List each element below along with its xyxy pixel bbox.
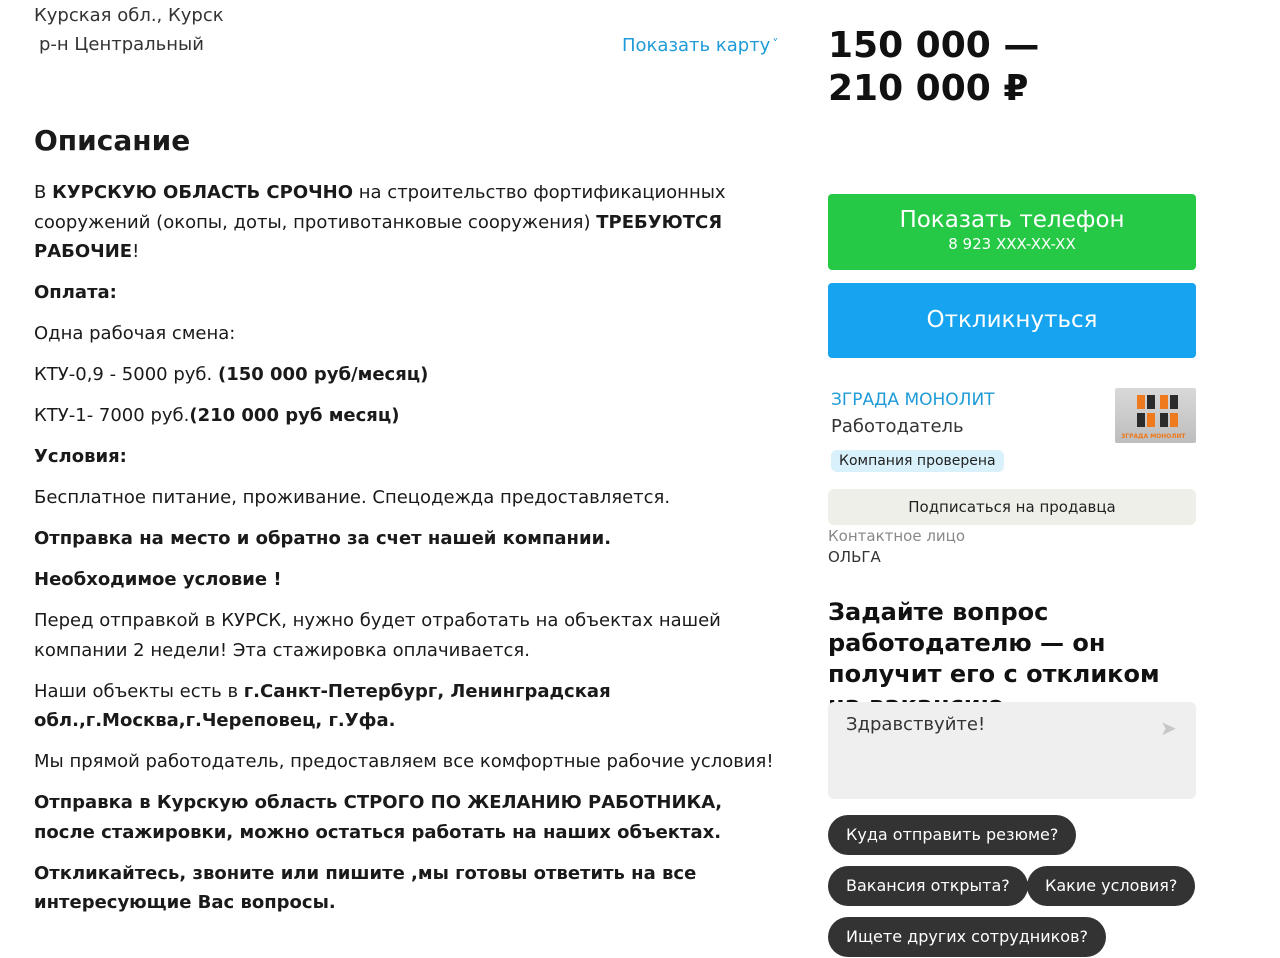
- ktu-2-salary: (210 000 руб месяц): [189, 405, 400, 426]
- intro-bold-workers: ТРЕБУЮТСЯ РАБОЧИЕ: [34, 211, 723, 262]
- shift-line: Одна рабочая смена:: [34, 323, 236, 344]
- logo-block-4: [1170, 395, 1178, 409]
- quick-question-chip-other-staff[interactable]: Ищете других сотрудников?: [828, 917, 1106, 957]
- intro-text-3: !: [132, 241, 140, 262]
- show-map-link[interactable]: [622, 35, 778, 56]
- intro-text-2: на строительство фортификационных сооружений (окопы, доты, противотанковые сооружения): [34, 182, 726, 233]
- salary-range: [828, 24, 1039, 110]
- pay-heading: [34, 278, 784, 308]
- ask-question-title: Задайте вопрос работодателю — он получит его с откликом: [828, 598, 1160, 688]
- chevron-down-icon: ˅: [772, 37, 779, 51]
- conditions-text: Бесплатное питание, проживание. Спецодежда предоставляется.: [34, 487, 671, 508]
- objects-text: Наши объекты есть в: [34, 680, 244, 702]
- ktu-line-1: [34, 360, 784, 390]
- objects-note: [34, 677, 784, 736]
- direct-employer-note: Мы прямой работодатель, предоставляем все комфортные рабочие условия!: [34, 751, 774, 772]
- travel-note-text: Отправка на место и обратно за счет нашей компании.: [34, 528, 612, 549]
- send-arrow-icon[interactable]: ➤: [1160, 716, 1177, 740]
- call-to-action-text: Откликайтесь, звоните или пишите ,мы готовы ответить на все интересующие Вас вопросы.: [34, 862, 697, 913]
- message-box: [828, 702, 1196, 799]
- kursk-note-text: Отправка в Курскую область СТРОГО ПО ЖЕЛАНИЮ РАБОТНИКА, после стажировки, можно остаться работать на наших объектах.: [34, 792, 723, 843]
- salary-max: 210 000 ₽: [828, 68, 1029, 109]
- intro-bold-region: КУРСКУЮ ОБЛАСТЬ СРОЧНО: [52, 182, 354, 203]
- company-name-link[interactable]: ЗГРАДА МОНОЛИТ: [831, 390, 995, 410]
- training-note: Перед отправкой в КУРСК, нужно будет отработать на объектах нашей компании 2 недели! Эта стажировка оплачивается.: [34, 610, 721, 661]
- description-title: Описание: [34, 124, 191, 157]
- objects-cities: г.Санкт-Петербург, Ленинградская обл.,г.Москва,г.Череповец, г.Уфа.: [34, 680, 611, 731]
- show-phone-button[interactable]: [828, 194, 1196, 270]
- quick-question-chip-open[interactable]: Вакансия открыта?: [828, 866, 1028, 906]
- company-logo[interactable]: [1115, 388, 1196, 443]
- contact-person-name: ОЛЬГА: [828, 548, 881, 566]
- employer-role: Работодатель: [831, 416, 964, 437]
- logo-block-3: [1160, 395, 1168, 409]
- call-to-action: [34, 859, 784, 918]
- conditions-heading: [34, 442, 784, 472]
- required-condition: [34, 565, 784, 595]
- show-phone-label: Показать телефон: [899, 207, 1125, 233]
- reply-button[interactable]: Откликнуться: [828, 283, 1196, 358]
- intro-paragraph: [34, 178, 784, 267]
- location-region: Курская обл., Курск: [34, 5, 224, 26]
- ktu-1-salary: (150 000 руб/месяц): [217, 364, 429, 385]
- salary-min: 150 000 —: [828, 25, 1040, 66]
- kursk-note: [34, 788, 784, 847]
- quick-question-chip-resume[interactable]: Куда отправить резюме?: [828, 815, 1076, 855]
- message-input[interactable]: [828, 702, 1196, 799]
- contact-person-label: Контактное лицо: [828, 527, 966, 545]
- logo-block-8: [1170, 413, 1178, 427]
- ktu-1-text: КТУ-0,9 - 5000 руб.: [34, 364, 218, 385]
- subscribe-button[interactable]: Подписаться на продавца: [828, 489, 1196, 525]
- location-district: р-н Центральный: [39, 34, 204, 55]
- intro-text: В: [34, 182, 53, 203]
- ktu-line-2: [34, 401, 784, 431]
- verified-badge: Компания проверена: [831, 450, 1004, 472]
- show-map-label: Показать карту: [622, 35, 771, 56]
- required-condition-text: Необходимое условие !: [34, 569, 282, 590]
- description-body: [34, 178, 784, 929]
- logo-block-2: [1147, 395, 1155, 409]
- pay-heading-text: Оплата:: [34, 282, 117, 303]
- conditions-heading-text: Условия:: [34, 446, 127, 467]
- logo-block-7: [1160, 413, 1168, 427]
- masked-phone: 8 923 XXX-XX-XX: [948, 235, 1076, 253]
- logo-text: ЗГРАДА МОНОЛИТ: [1121, 433, 1186, 440]
- ktu-2-text: КТУ-1- 7000 руб.: [34, 405, 190, 426]
- logo-block-1: [1137, 395, 1145, 409]
- logo-block-6: [1147, 413, 1155, 427]
- travel-note: [34, 524, 784, 554]
- logo-block-5: [1137, 413, 1145, 427]
- quick-question-chip-conditions[interactable]: Какие условия?: [1027, 866, 1195, 906]
